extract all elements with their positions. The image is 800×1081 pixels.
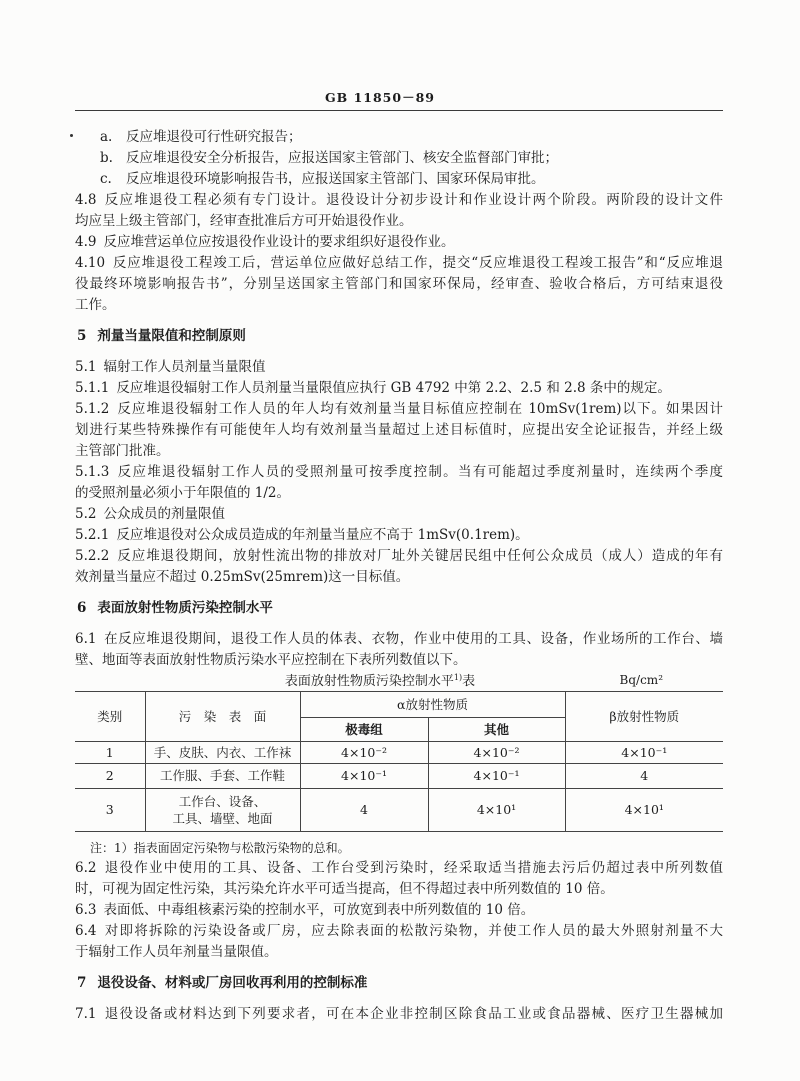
clause-5-2 (75, 504, 723, 525)
cell-alpha-toxic: 4 (300, 788, 428, 831)
clause-line: 壁、地面等表面放射性物质污染水平应控制在下表所列数值以下。 (75, 651, 467, 668)
section-heading-5 (77, 326, 723, 347)
clause-number: 5.1.3 (75, 463, 110, 480)
table-footnote: 注：1）指表面固定污染物与松散污染物的总和。 (90, 840, 350, 855)
list-item (75, 169, 723, 190)
clause-text: 公众成员的剂量限值 (103, 505, 225, 522)
clause-text: 退役作业中使用的工具、设备、工作台受到污染时，经采取适当措施去污后仍超过表中所列数值 (103, 859, 723, 876)
cell-alpha-other: 4×10⁻² (428, 741, 565, 763)
clause-4-10 (75, 253, 723, 316)
clause-7-1 (75, 1004, 723, 1025)
clause-number: 6.4 (75, 922, 97, 939)
clause-line (75, 900, 723, 921)
clause-5-1-3 (75, 462, 723, 504)
cell-surface (145, 788, 300, 831)
cell-alpha-toxic: 4×10⁻² (300, 741, 428, 763)
list-item-label: a. (100, 128, 113, 145)
section-heading-6 (77, 598, 723, 619)
table-caption-note-ref: 1) (453, 672, 463, 682)
list-item-text: 反应堆退役环境影响报告书，应报送国家主管部门、国家环保局审批。 (126, 170, 545, 187)
clause-text: 反应堆退役期间，放射性流出物的排放对厂址外关键居民组中任何公众成员（成人）造成的年有 (116, 547, 723, 564)
list-item-label: c. (100, 170, 112, 187)
header-beta: β放射性物质 (565, 691, 723, 741)
list-item-text: 反应堆退役可行性研究报告； (126, 128, 302, 145)
clause-5-1-2 (75, 399, 723, 462)
clause-text: 反应堆退役工程必须有专门设计。退役设计分初步设计和作业设计两个阶段。两阶段的设计文件 (103, 191, 723, 208)
clause-text: 在反应堆退役期间，退役工作人员的体表、衣物，作业中使用的工具、设备，作业场所的工作台、墙 (103, 630, 723, 647)
cell-alpha-other: 4×10¹ (428, 788, 565, 831)
clause-line: 役最终环境影响报告书”，分别呈送国家主管部门和国家环保局，经审查、验收合格后，方可结束退役 (75, 275, 723, 292)
clause-6-3 (75, 900, 723, 921)
clause-line (75, 921, 723, 942)
clause-text: 反应堆退役辐射工作人员剂量当量限值应执行 GB 4792 中第 2.2、2.5 和 2.8 条中的规定。 (116, 379, 671, 396)
clause-line (75, 858, 723, 879)
header-category: 类别 (75, 691, 145, 741)
cell-category: 3 (75, 788, 145, 831)
cell-alpha-other: 4×10⁻¹ (428, 763, 565, 788)
cell-surface-line: 工具、墙壁、地面 (172, 810, 273, 826)
section-title: 表面放射性物质污染控制水平 (97, 599, 273, 616)
contamination-limits-table (75, 691, 723, 832)
clause-number: 5.1.2 (75, 400, 110, 417)
header-alpha-other: 其他 (428, 717, 565, 741)
clause-line: 划进行某些特殊操作有可能使年人均有效剂量当量超过上述目标值时，应提出安全论证报告，并经上级 (75, 421, 723, 438)
table-caption-text: 表面放射性物质污染控制水平 (284, 673, 454, 689)
list-item (75, 148, 723, 169)
clause-text: 表面低、中毒组核素污染的控制水平，可放宽到表中所列数值的 10 倍。 (103, 901, 535, 918)
clause-line: 于辐射工作人员年剂量当量限值。 (75, 943, 278, 960)
cell-surface-line: 工作台、设备、 (178, 793, 267, 809)
page-header-standard-number: GB 11850－89 (325, 90, 435, 105)
cell-surface: 手、皮肤、内衣、工作袜 (145, 741, 300, 763)
cell-alpha-toxic: 4×10⁻¹ (300, 763, 428, 788)
clause-number: 5.1 (75, 358, 97, 375)
clause-text: 辐射工作人员剂量当量限值 (103, 358, 266, 375)
clause-line: 均应呈上级主管部门，经审查批准后方可开始退役作业。 (75, 212, 413, 229)
scan-speck (70, 134, 73, 137)
clause-number: 5.1.1 (75, 379, 110, 396)
table-row (75, 741, 723, 763)
clause-4-9 (75, 232, 723, 253)
table-caption-suffix: 表 (462, 673, 476, 689)
clause-5-1 (75, 357, 723, 378)
cell-surface: 工作服、手套、工作鞋 (145, 763, 300, 788)
table-row (75, 788, 723, 831)
section-number: 7 (77, 974, 87, 991)
list-item (75, 127, 723, 148)
section-heading-7 (77, 973, 723, 994)
list-item-label: b. (100, 149, 113, 166)
clause-line (75, 357, 723, 378)
table-row (75, 763, 723, 788)
clause-6-2 (75, 858, 723, 900)
table-caption (75, 673, 723, 691)
clause-5-2-2 (75, 546, 723, 588)
clause-text: 退役设备或材料达到下列要求者，可在本企业非控制区除食品工业或食品器械、医疗卫生器械加 (103, 1005, 723, 1022)
clause-line: 的受照剂量必须小于年限值的 1/2。 (75, 484, 291, 501)
clause-6-1 (75, 629, 723, 671)
cell-beta: 4 (565, 763, 723, 788)
clause-line: 工作。 (75, 296, 116, 313)
clause-number: 6.2 (75, 859, 97, 876)
clause-number: 4.10 (75, 254, 106, 271)
header-alpha: α放射性物质 (300, 691, 565, 717)
cell-category: 1 (75, 741, 145, 763)
clause-text: 反应堆退役对公众成员造成的年剂量当量应不高于 1mSv(0.1rem)。 (116, 526, 529, 543)
clause-6-4 (75, 921, 723, 963)
list-item-text: 反应堆退役安全分析报告，应报送国家主管部门、核安全监督部门审批； (126, 149, 558, 166)
clause-line: 效剂量当量应不超过 0.25mSv(25mrem)这一目标值。 (75, 568, 410, 585)
clause-text: 对即将拆除的污染设备或厂房，应去除表面的松散污染物，并使工作人员的最大外照射剂量不大 (103, 922, 723, 939)
clause-line (75, 399, 723, 420)
clause-line (75, 525, 723, 546)
clause-line (75, 378, 723, 399)
cell-beta: 4×10⁻¹ (565, 741, 723, 763)
clause-line (75, 629, 723, 650)
cell-beta: 4×10¹ (565, 788, 723, 831)
section-number: 6 (77, 599, 87, 616)
document-body (75, 127, 723, 1025)
clause-line (75, 462, 723, 483)
clause-number: 5.2 (75, 505, 97, 522)
section-title: 退役设备、材料或厂房回收再利用的控制标准 (97, 974, 368, 991)
clause-5-2-1 (75, 525, 723, 546)
section-number: 5 (77, 327, 87, 344)
clause-number: 4.8 (75, 191, 97, 208)
clause-number: 6.1 (75, 630, 97, 647)
table-unit: Bq/cm² (619, 672, 663, 687)
clause-4-8 (75, 190, 723, 232)
clause-line (75, 253, 723, 274)
clause-text: 反应堆退役辐射工作人员的年人均有效剂量当量目标值应控制在 10mSv(1rem)以下。如果因计 (116, 400, 723, 417)
clause-line (75, 504, 723, 525)
clause-line: 时，可视为固定性污染，其污染允许水平可适当提高，但不得超过表中所列数值的 10 倍。 (75, 880, 614, 897)
header-surface: 污 染 表 面 (145, 691, 300, 741)
section-title: 剂量当量限值和控制原则 (97, 327, 246, 344)
clause-line (75, 232, 723, 253)
clause-5-1-1 (75, 378, 723, 399)
clause-number: 5.2.1 (75, 526, 110, 543)
table-header-row (75, 691, 723, 717)
header-alpha-toxic: 极毒组 (300, 717, 428, 741)
clause-number: 6.3 (75, 901, 97, 918)
clause-line (75, 190, 723, 211)
clause-number: 7.1 (75, 1005, 97, 1022)
header-rule (75, 110, 723, 111)
clause-line (75, 546, 723, 567)
clause-line (75, 1004, 723, 1025)
clause-text: 反应堆退役辐射工作人员的受照剂量可按季度控制。当有可能超过季度剂量时，连续两个季度 (116, 463, 723, 480)
clause-text: 反应堆退役工程竣工后，营运单位应做好总结工作，提交“反应堆退役工程竣工报告”和“反应堆退 (112, 254, 723, 271)
clause-line: 主管部门批准。 (75, 442, 170, 459)
clause-number: 5.2.2 (75, 547, 110, 564)
clause-number: 4.9 (75, 233, 97, 250)
cell-category: 2 (75, 763, 145, 788)
clause-text: 反应堆营运单位应按退役作业设计的要求组织好退役作业。 (103, 233, 455, 250)
